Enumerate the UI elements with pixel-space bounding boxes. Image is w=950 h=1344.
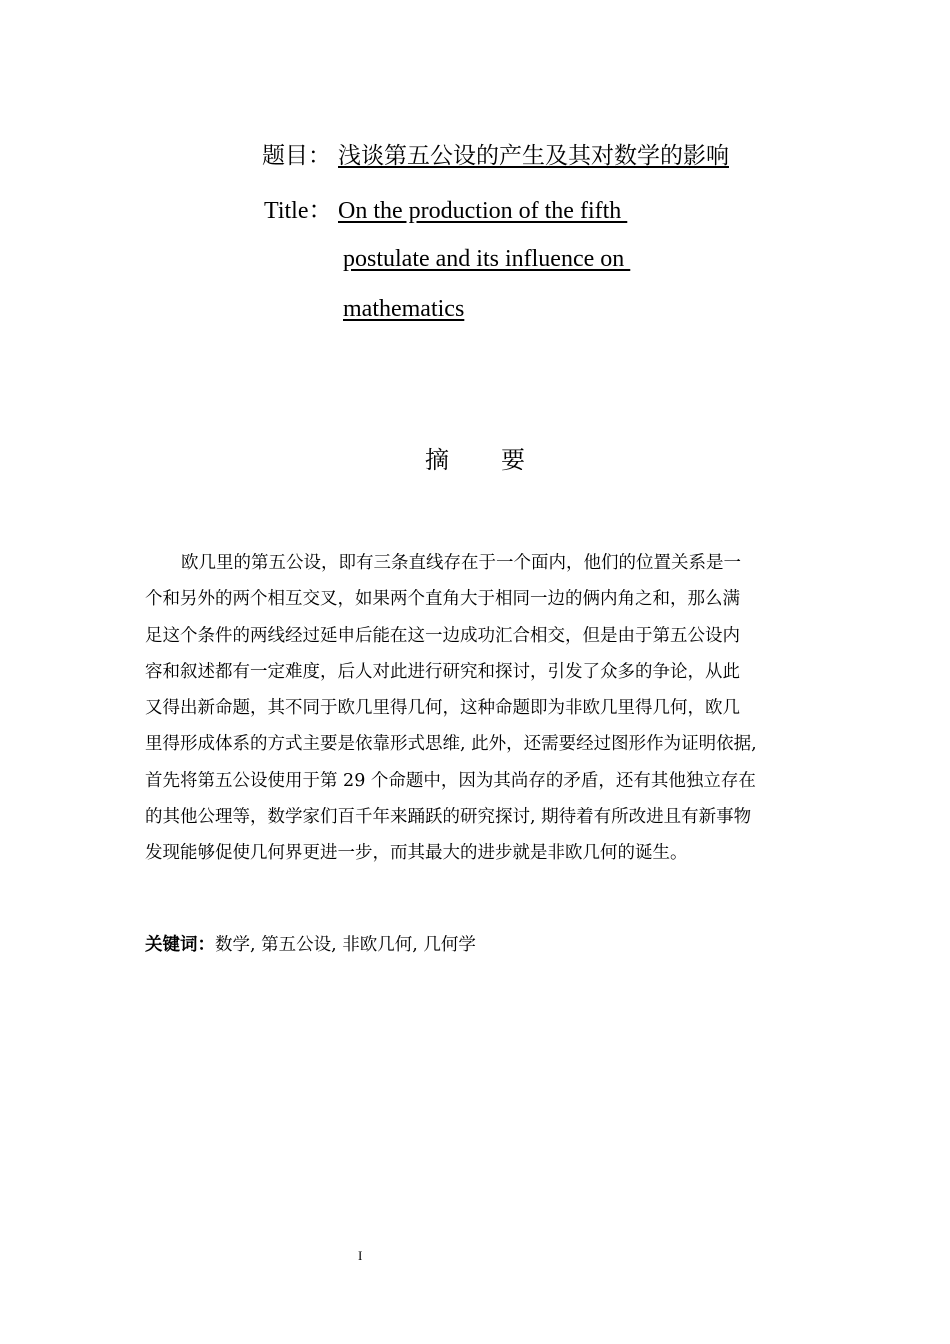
abstract-line: 首先将第五公设使用于第 29 个命题中，因为其尚存的矛盾，还有其他独立存在 xyxy=(145,770,756,791)
abstract-heading-char-1: 摘 xyxy=(425,446,449,474)
page-number: I xyxy=(358,1248,363,1263)
abstract-line: 的其他公理等，数学家们百千年来踊跃的研究探讨, 期待着有所改进且有新事物 xyxy=(145,807,752,828)
keywords xyxy=(145,930,476,960)
abstract-body xyxy=(145,545,810,872)
english-title-label: Title： xyxy=(264,198,333,224)
abstract-line: 个和另外的两个相互交叉，如果两个直角大于相同一边的俩内角之和，那么满 xyxy=(145,589,740,610)
abstract-heading-char-2: 要 xyxy=(501,446,525,474)
chinese-title-label: 题目： xyxy=(262,143,331,169)
abstract-line: 发现能够促使几何界更进一步，而其最大的进步就是非欧几何的诞生。 xyxy=(145,843,688,864)
abstract-line: 足这个条件的两线经过延申后能在这一边成功汇合相交，但是由于第五公设内 xyxy=(145,625,740,646)
chinese-title: 浅谈第五公设的产生及其对数学的影响 xyxy=(338,143,729,169)
abstract-line: 欧几里的第五公设，即有三条直线存在于一个面内，他们的位置关系是一 xyxy=(181,553,741,573)
abstract-line: 里得形成体系的方式主要是依靠形式思维, 此外，还需要经过图形作为证明依据, xyxy=(145,734,757,755)
english-title-line-1: On the production of the fifth xyxy=(338,198,628,224)
keywords-text: 数学, 第五公设, 非欧几何, 几何学 xyxy=(215,935,476,955)
abstract-line: 又得出新命题，其不同于欧几里得几何，这种命题即为非欧几里得几何，欧几 xyxy=(145,698,740,719)
english-title-line-3: mathematics xyxy=(343,296,465,322)
abstract-line: 容和叙述都有一定难度，后人对此进行研究和探讨，引发了众多的争论，从此 xyxy=(145,661,740,682)
abstract-heading xyxy=(0,445,950,475)
keywords-label: 关键词： xyxy=(145,935,215,955)
english-title-line-2: postulate and its influence on xyxy=(343,246,631,272)
